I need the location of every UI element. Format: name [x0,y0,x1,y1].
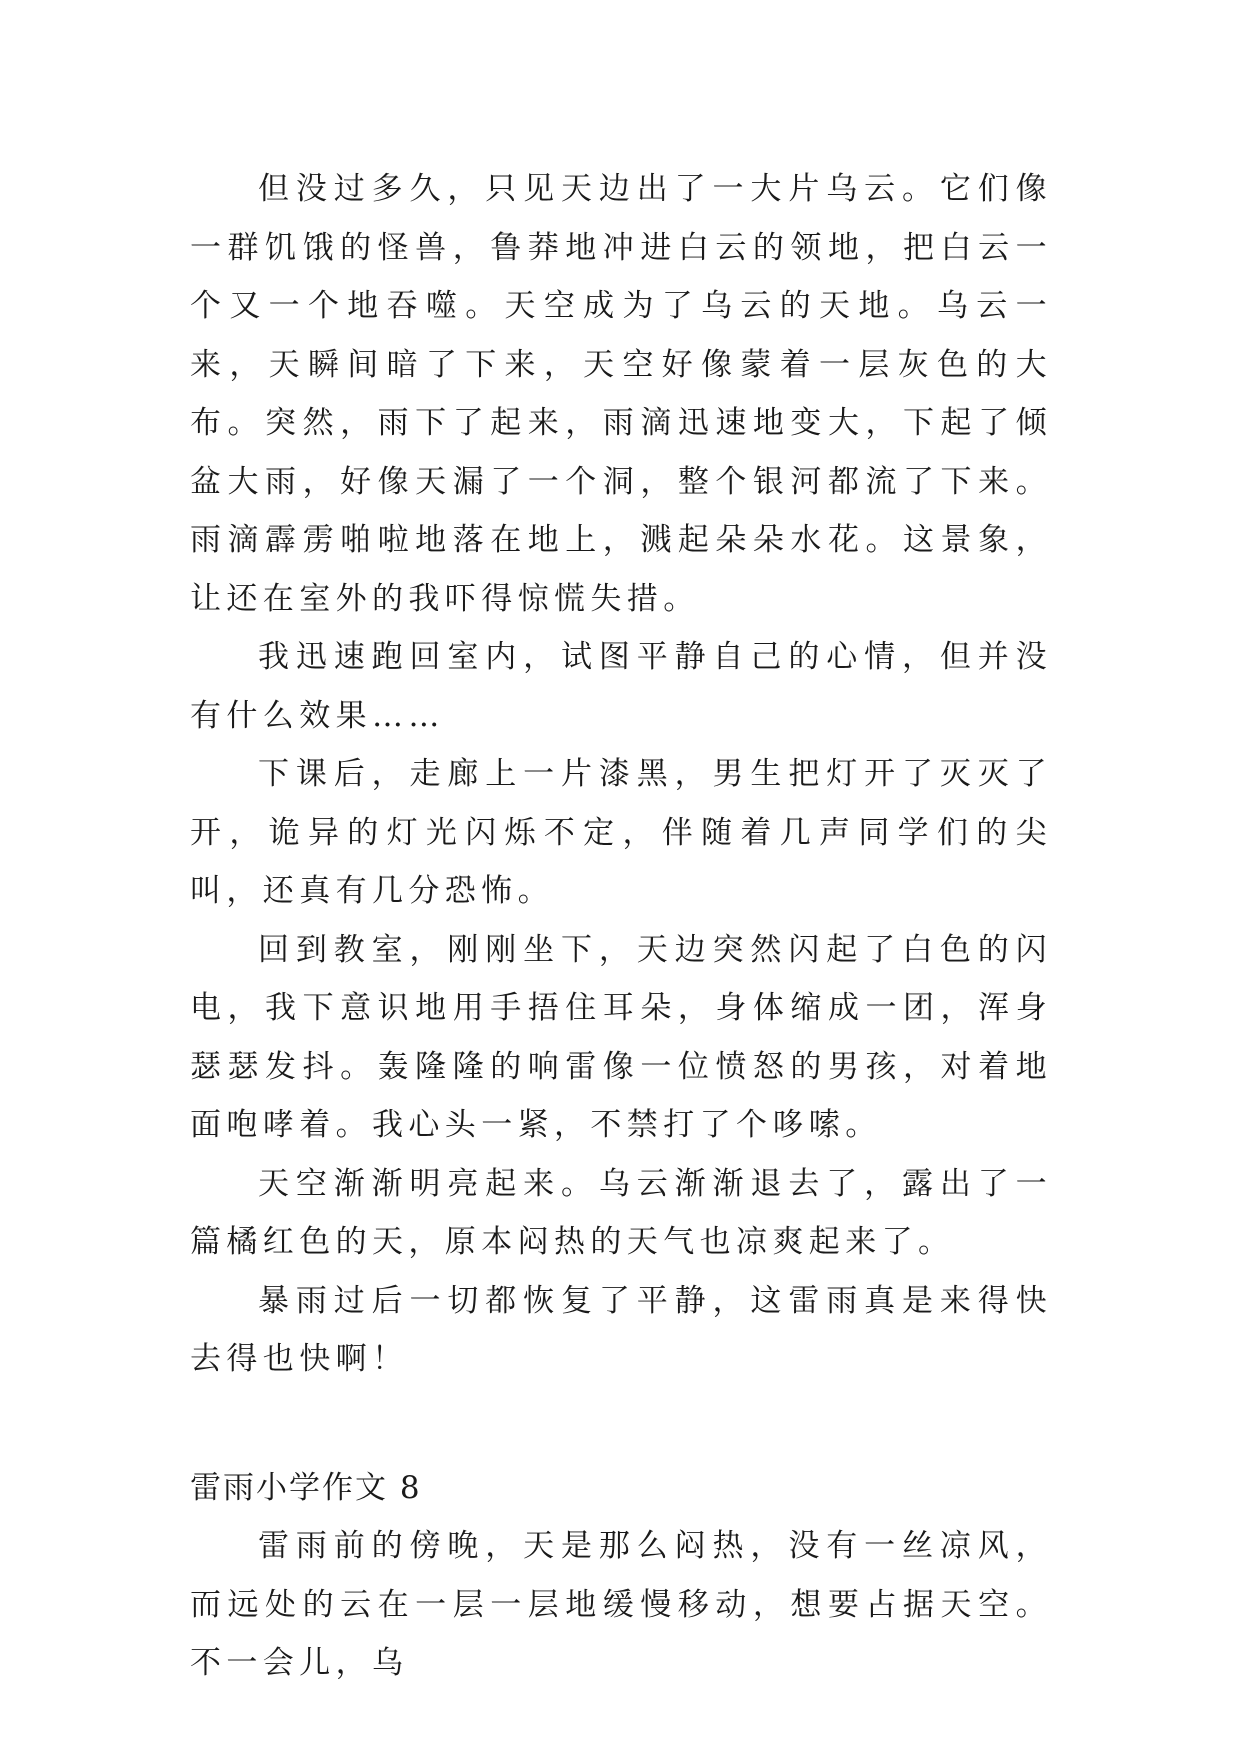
paragraph: 我迅速跑回室内，试图平静自己的心情，但并没有什么效果…… [190,639,1052,734]
paragraph: 回到教室，刚刚坐下，天边突然闪起了白色的闪电，我下意识地用手捂住耳朵，身体缩成一团，浑身瑟瑟发抖。轰隆隆的响雷像一位愤怒的男孩，对着地面咆哮着。我心头一紧，不禁打了个哆嗦。 [190,931,1052,1143]
document-page [190,160,1052,1693]
paragraph: 暴雨过后一切都恢复了平静，这雷雨真是来得快去得也快啊！ [190,1282,1052,1377]
paragraph: 天空渐渐明亮起来。乌云渐渐退去了，露出了一篇橘红色的天，原本闷热的天气也凉爽起来了。 [190,1165,1052,1260]
paragraph: 但没过多久，只见天边出了一大片乌云。它们像一群饥饿的怪兽，鲁莽地冲进白云的领地，把白云一个又一个地吞噬。天空成为了乌云的天地。乌云一来，天瞬间暗了下来，天空好像蒙着一层灰色的大布。突然，雨下了起来，雨滴迅速地变大，下起了倾盆大雨，好像天漏了一个洞，整个银河都流了下来。雨滴霹雳啪啦地落在地上，溅起朵朵水花。这景象，让还在室外的我吓得惊慌失措。 [190,171,1052,617]
paragraph: 下课后，走廊上一片漆黑，男生把灯开了灭灭了开，诡异的灯光闪烁不定，伴随着几声同学们的尖叫，还真有几分恐怖。 [190,756,1052,909]
section-title: 雷雨小学作文 8 [190,1469,422,1506]
paragraph: 雷雨前的傍晚，天是那么闷热，没有一丝凉风，而远处的云在一层一层地缓慢移动，想要占据天空。不一会儿，乌 [190,1528,1052,1681]
